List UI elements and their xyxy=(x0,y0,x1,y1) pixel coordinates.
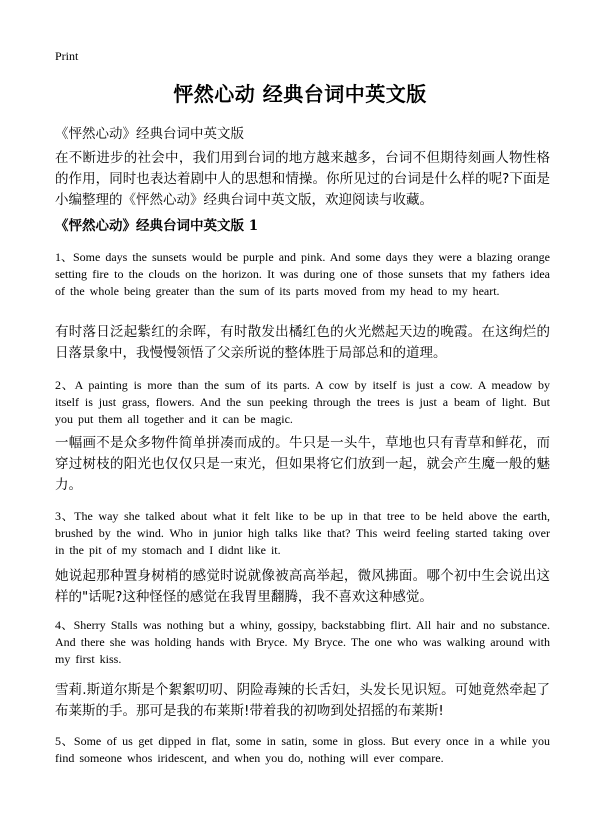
page-title: 怦然心动 经典台词中英文版 xyxy=(173,82,427,106)
quote-1-chinese: 有时落日泛起紫红的余晖，有时散发出橘红色的火光燃起天边的晚霞。在这绚烂的日落景象中，我慢慢领悟了父亲所说的整体胜于局部总和的道理。 xyxy=(55,324,550,361)
print-label[interactable]: Print xyxy=(55,49,79,63)
quote-4-chinese: 雪莉.斯道尔斯是个絮絮叨叨、阴险毒辣的长舌妇，头发长见识短。可她竟然牵起了布莱斯的手。那可是我的布莱斯!带着我的初吻到处招摇的布莱斯! xyxy=(55,682,550,719)
quote-5-english: 5、Some of us get dipped in flat, some in satin, some in gloss. But every once in a while you find someone whos iridescent, and when you do, nothing will ever compare. xyxy=(55,734,550,765)
quote-3-english: 3、The way she talked about what it felt like to be up in that tree to be held above the earth, brushed by the wind. Who in junior high talks like that? This weird feeling started taking over in the pit of my stomach and I didnt like it. xyxy=(55,509,550,557)
quote-4-english: 4、Sherry Stalls was nothing but a whiny, gossipy, backstabbing flirt. All hair and no substance. And there she was holding hands with Bryce. My Bryce. The one who was walking around with my first kiss. xyxy=(55,618,550,666)
quote-3-chinese: 她说起那种置身树梢的感觉时说就像被高高举起，微风拂面。哪个初中生会说出这样的"话呢?这种怪怪的感觉在我胃里翻腾，我不喜欢这种感觉。 xyxy=(55,568,550,605)
section-heading: 《怦然心动》经典台词中英文版 1 xyxy=(55,218,259,234)
quote-1-english: 1、Some days the sunsets would be purple and pink. And some days they were a blazing orange setting fire to the clouds on the horizon. It was during one of those sunsets that my fathers idea of the whole being greater than the sum of its parts moved from my head to my heart. xyxy=(55,250,550,298)
quote-2-english: 2、A painting is more than the sum of its parts. A cow by itself is just a cow. A meadow by itself is just grass, flowers. And the sun peeking through the trees is just a beam of light. But you put them all together and it can be magic. xyxy=(55,378,550,426)
subtitle: 《怦然心动》经典台词中英文版 xyxy=(55,126,244,142)
quote-2-chinese: 一幅画不是众多物件简单拼凑而成的。牛只是一头牛，草地也只有青草和鲜花，而穿过树枝的阳光也仅仅只是一束光，但如果将它们放到一起，就会产生魔一般的魅力。 xyxy=(55,435,550,493)
intro-paragraph: 在不断进步的社会中，我们用到台词的地方越来越多，台词不但期待刻画人物性格的作用，同时也表达着剧中人的思想和情操。你所见过的台词是什么样的呢?下面是小编整理的《怦然心动》经典台词中英文版，欢迎阅读与收藏。 xyxy=(55,150,550,208)
